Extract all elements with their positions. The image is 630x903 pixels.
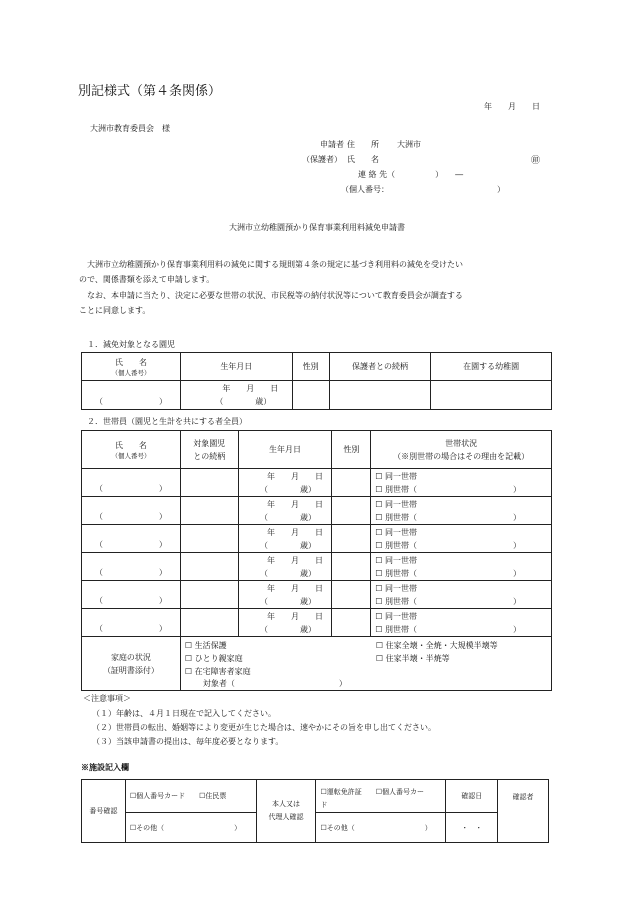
s2-name-cell[interactable]: （ ） [82,469,181,497]
s2-header-name: 氏 名 （個人番号） [82,431,181,469]
s2-status-cell[interactable]: ☐ 同一世帯 ☐ 別世帯（ ） [371,609,552,637]
number-check-other[interactable]: ☐その他（ ） [125,813,256,843]
s2-birth-cell[interactable]: 年 月 日 （ 歳） [238,553,332,581]
s1-header-name: 氏 名 （個人番号） [82,353,181,381]
guardian-label: （保護者） [302,155,342,164]
s2-status-cell[interactable]: ☐ 同一世帯 ☐ 別世帯（ ） [371,469,552,497]
checker-label: 確認者 [498,780,549,843]
s2-name-cell[interactable]: （ ） [82,525,181,553]
name-label: 氏 名 [347,155,379,164]
s2-sex-cell[interactable] [332,581,371,609]
s2-status-cell[interactable]: ☐ 同一世帯 ☐ 別世帯（ ） [371,525,552,553]
section1-heading: １．減免対象となる園児 [87,340,175,349]
opt-welfare[interactable]: ☐ 生活保護 [184,640,227,650]
opt-disabled[interactable]: ☐ 在宅障害者家庭 [184,666,251,676]
s2-status-cell[interactable]: ☐ 同一世帯 ☐ 別世帯（ ） [371,497,552,525]
body-para1-line2: ので、関係書類を添えて申請します。 [79,275,215,284]
check-date-label: 確認日 [446,780,498,813]
document-title: 大洲市立幼稚園預かり保育事業利用料減免申請書 [229,223,405,232]
note-1: （１）年齢は、４月１日現在で記入してください。 [92,709,276,718]
opt-half-loss[interactable]: ☐ 住家半壊・半焼等 [375,653,450,663]
s2-birth-cell[interactable]: 年 月 日 （ 歳） [238,497,332,525]
addressee: 大洲市教育委員会 様 [90,124,170,133]
s2-name-cell[interactable]: （ ） [82,553,181,581]
address-value: 大洲市 [397,140,421,149]
identity-check-other[interactable]: ☐その他（ ） [316,813,446,843]
date-line: 年 月 日 [484,102,540,111]
s2-relation-cell[interactable] [180,609,238,637]
s1-header-school: 在園する幼稚園 [431,353,552,381]
section2-heading: ２．世帯員（園児と生計を共にする者全員） [87,417,247,426]
family-status-row [82,637,552,691]
s1-birth-cell[interactable]: 年 月 日 （ 歳） [180,381,292,410]
note-3: （３）当該申請書の提出は、毎年度必要となります。 [92,737,284,746]
s2-birth-cell[interactable]: 年 月 日 （ 歳） [238,609,332,637]
s2-relation-cell[interactable] [180,581,238,609]
number-check-options[interactable]: ☐個人番号カード ☐住民票 [125,780,256,813]
s2-sex-cell[interactable] [332,609,371,637]
s2-name-cell[interactable]: （ ） [82,609,181,637]
table-row [82,469,552,497]
family-status-options [180,637,551,691]
s1-relation-cell[interactable] [329,381,431,410]
s2-name-cell[interactable]: （ ） [82,581,181,609]
s1-school-cell[interactable] [431,381,552,410]
family-status-label: 家庭の状況 （証明書添付） [82,637,181,691]
identity-check-label: 本人又は 代理人確認 [256,780,316,843]
s2-relation-cell[interactable] [180,525,238,553]
body-para2-line1: なお、本申請に当たり、決定に必要な世帯の状況、市民税等の納付状況等について教育委員会が調査する [87,291,463,300]
form-label: 別記様式（第４条関係） [78,84,222,99]
s2-relation-cell[interactable] [180,553,238,581]
s2-birth-cell[interactable]: 年 月 日 （ 歳） [238,469,332,497]
address-label: 住 所 [347,140,379,149]
s2-header-relation: 対象園児 との続柄 [180,431,238,469]
facility-table [81,779,549,843]
s2-relation-cell[interactable] [180,497,238,525]
s2-header-birth: 生年月日 [238,431,332,469]
table-row [82,553,552,581]
notes-heading: ＜注意事項＞ [83,694,131,703]
s2-header-status: 世帯状況 （※別世帯の場合はその理由を記載） [371,431,552,469]
note-2: （２）世帯員の転出、婚姻等により変更が生じた場合は、速やかにその旨を申し出てください。 [92,723,436,732]
contact-label: 連 絡 先（ ） ― [358,170,464,179]
applicant-label: 申請者 [320,140,344,149]
s2-status-cell[interactable]: ☐ 同一世帯 ☐ 別世帯（ ） [371,553,552,581]
table-row [82,497,552,525]
mynumber-label: （個人番号： ） [341,185,505,194]
s2-birth-cell[interactable]: 年 月 日 （ 歳） [238,525,332,553]
table-row [82,525,552,553]
s2-name-cell[interactable]: （ ） [82,497,181,525]
section2-table [81,430,552,691]
s1-sex-cell[interactable] [292,381,329,410]
opt-disabled-target[interactable]: 対象者（ ） [202,678,347,688]
s1-header-relation: 保護者との続柄 [329,353,431,381]
s2-status-cell[interactable]: ☐ 同一世帯 ☐ 別世帯（ ） [371,581,552,609]
s1-name-cell[interactable]: （ ） [82,381,181,410]
s1-header-sex: 性別 [292,353,329,381]
table-row [82,581,552,609]
body-para2-line2: ことに同意します。 [79,306,151,315]
s2-birth-cell[interactable]: 年 月 日 （ 歳） [238,581,332,609]
s2-sex-cell[interactable] [332,497,371,525]
number-check-label: 番号確認 [82,780,126,843]
s2-sex-cell[interactable] [332,553,371,581]
identity-check-options[interactable]: ☐運転免許証 ☐個人番号カー ド [316,780,446,813]
table-row [82,609,552,637]
s2-relation-cell[interactable] [180,469,238,497]
section1-table [81,352,552,410]
s2-sex-cell[interactable] [332,525,371,553]
s2-sex-cell[interactable] [332,469,371,497]
seal-mark: ㊞ [531,156,541,166]
opt-total-loss[interactable]: ☐ 住家全壊・全焼・大規模半壊等 [375,640,498,650]
s2-header-sex: 性別 [332,431,371,469]
check-date-value[interactable]: ・ ・ [446,813,498,843]
opt-single-parent[interactable]: ☐ ひとり親家庭 [184,653,243,663]
s1-header-birth: 生年月日 [180,353,292,381]
facility-heading: ※施設記入欄 [81,762,129,772]
body-para1-line1: 大洲市立幼稚園預かり保育事業利用料の減免に関する規則第４条の規定に基づき利用料の減免を受けたい [87,260,463,269]
